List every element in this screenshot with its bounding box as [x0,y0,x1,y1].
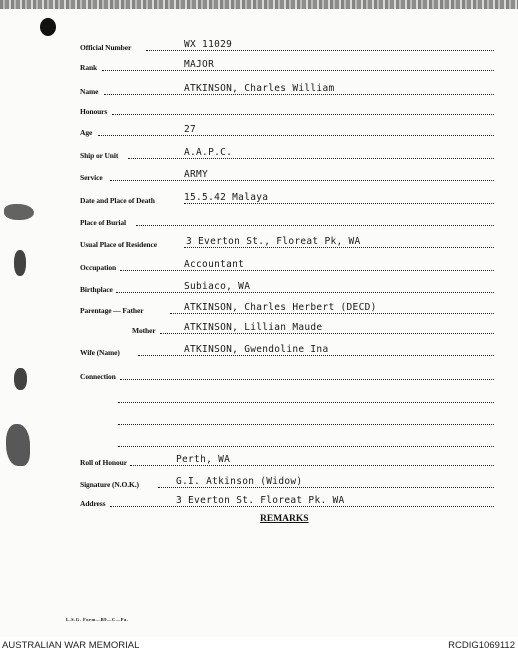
row-place-of-burial [80,211,494,227]
label-signature: Signature (N.O.K.) [80,480,139,489]
value-occupation: Accountant [184,259,245,270]
value-service: ARMY [184,169,209,180]
row-date-place-death [80,189,494,205]
row-honours [80,100,494,116]
label-occupation: Occupation [80,263,117,272]
value-date-place-death: 15.5.42 Malaya [184,192,269,203]
label-usual-residence: Usual Place of Residence [80,240,157,249]
value-age: 27 [184,124,197,135]
footer-record-id: RCDIG1069112 [448,640,515,651]
value-parentage-father: ATKINSON, Charles Herbert (DECD) [184,302,377,313]
row-birthplace [80,278,494,294]
row-wife [80,341,494,357]
binder-mark-4 [6,424,30,466]
row-usual-residence [80,233,494,249]
label-parentage-mother: Mother [132,326,156,335]
label-name: Name [80,87,99,96]
footer-archive-name: AUSTRALIAN WAR MEMORIAL [2,640,140,651]
binder-mark-3 [14,368,27,390]
remarks-heading: REMARKS [260,514,309,524]
form-reference: L.S.G. Form—B9—C—Pa. [66,617,129,622]
binder-mark-1 [4,204,34,220]
row-name [80,80,494,96]
label-ship-or-unit: Ship or Unit [80,151,119,160]
row-age [80,121,494,137]
label-honours: Honours [80,107,108,116]
label-connection: Connection [80,372,116,381]
row-rank [80,56,494,72]
label-date-place-death: Date and Place of Death [80,196,155,205]
value-wife: ATKINSON, Gwendoline Ina [184,344,329,355]
row-parentage-father [80,299,494,315]
label-birthplace: Birthplace [80,285,113,294]
label-service: Service [80,173,103,182]
row-parentage-mother [80,319,494,335]
value-address: 3 Everton St. Floreat Pk. WA [176,495,345,506]
label-wife: Wife (Name) [80,348,120,357]
label-age: Age [80,128,93,137]
row-connection [80,365,494,381]
value-rank: MAJOR [184,59,215,70]
punch-hole-top [40,18,56,36]
label-place-of-burial: Place of Burial [80,218,126,227]
label-official-number: Official Number [80,43,132,52]
row-address [80,492,494,508]
value-signature: G.I. Atkinson (Widow) [176,476,303,487]
connection-line-4 [80,432,494,448]
value-parentage-mother: ATKINSON, Lillian Maude [184,322,323,333]
row-service [80,166,494,182]
row-official-number [80,36,494,52]
scan-edge-band [0,0,518,9]
label-address: Address [80,499,106,508]
row-occupation [80,256,494,272]
value-usual-residence: 3 Everton St., Floreat Pk, WA [186,236,361,247]
connection-line-2 [80,388,494,404]
row-signature [80,473,494,489]
label-parentage-father: Parentage — Father [80,306,144,315]
value-roll-of-honour: Perth, WA [176,454,231,465]
value-official-number: WX 11029 [184,39,233,50]
connection-line-3 [80,410,494,426]
row-ship-or-unit [80,144,494,160]
value-ship-or-unit: A.A.P.C. [184,147,233,158]
binder-mark-2 [14,250,26,276]
row-roll-of-honour [80,451,494,467]
value-name: ATKINSON, Charles William [184,83,335,94]
label-roll-of-honour: Roll of Honour [80,458,127,467]
value-birthplace: Subiaco, WA [184,281,251,292]
label-rank: Rank [80,63,98,72]
